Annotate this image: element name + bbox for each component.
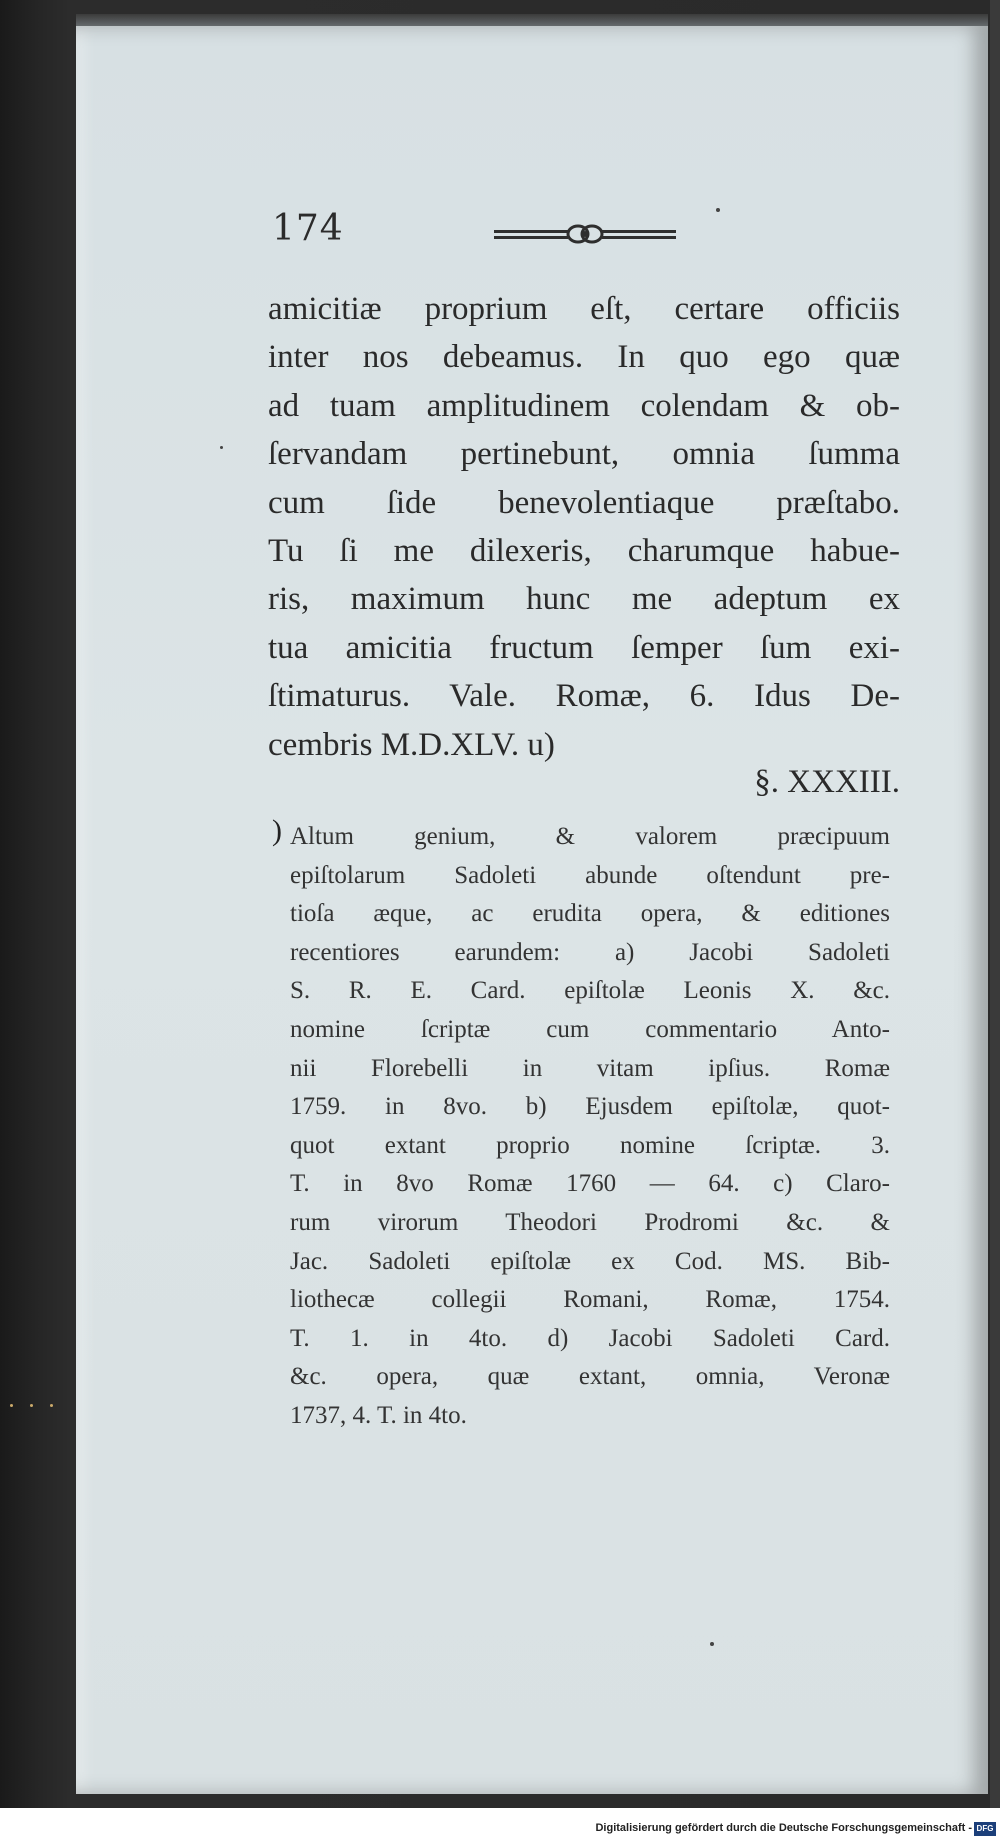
paper-speck bbox=[50, 1404, 53, 1407]
footnote-marker: ) bbox=[272, 814, 282, 847]
footnote-line: rum virorum Theodori Prodromi &c. & bbox=[290, 1208, 890, 1236]
paper-speck bbox=[30, 1404, 33, 1407]
footnote-line: nomine ſcriptæ cum commentario Anto- bbox=[290, 1015, 890, 1043]
footnote-line: recentiores earundem: a) Jacobi Sadoleti bbox=[290, 938, 890, 966]
text-line: ſtimaturus. Vale. Romæ, 6. Idus De- bbox=[268, 678, 900, 715]
digitization-credit: Digitalisierung gefördert durch die Deutsche Forschungsgemeinschaft - bbox=[595, 1822, 972, 1834]
footnote-line: 1737, 4. T. in 4to. bbox=[290, 1401, 467, 1429]
paper-speck bbox=[10, 1404, 13, 1407]
footnote-line: S. R. E. Card. epiſtolæ Leonis X. &c. bbox=[290, 977, 890, 1005]
main-text bbox=[268, 285, 900, 769]
text-line: cembris M.D.XLV. u) bbox=[268, 726, 555, 763]
text-line: tua amicitia fructum ſemper ſum exi- bbox=[268, 629, 900, 666]
footnote-line: nii Florebelli in vitam ipſius. Romæ bbox=[290, 1054, 890, 1082]
page-header bbox=[272, 208, 912, 268]
footer-strip bbox=[0, 1808, 1000, 1842]
binding-edge bbox=[990, 0, 1000, 1842]
paper-speck bbox=[716, 208, 720, 212]
decorative-rule-ornament-icon bbox=[494, 224, 676, 246]
footnote-line: Jac. Sadoleti epiſtolæ ex Cod. MS. Bib- bbox=[290, 1247, 890, 1275]
text-line: inter nos debeamus. In quo ego quæ bbox=[268, 339, 900, 376]
footnote-line: quot extant proprio nomine ſcriptæ. 3. bbox=[290, 1131, 890, 1159]
footnote-line: epiſtolarum Sadoleti abunde oſtendunt pre- bbox=[290, 861, 890, 889]
footnote bbox=[290, 818, 890, 1436]
text-line: cum ſide benevolentiaque præſtabo. bbox=[268, 484, 900, 521]
footnote-line: T. 1. in 4to. d) Jacobi Sadoleti Card. bbox=[290, 1324, 890, 1352]
dfg-logo-icon: DFG bbox=[974, 1822, 996, 1836]
section-heading: §. XXXIII. bbox=[754, 764, 900, 800]
text-line: ad tuam amplitudinem colendam & ob- bbox=[268, 387, 900, 424]
footnote-line: Altum genium, & valorem præcipuum bbox=[290, 823, 890, 850]
footnote-line: T. in 8vo Romæ 1760 — 64. c) Claro- bbox=[290, 1170, 890, 1198]
footnote-line: &c. opera, quæ extant, omnia, Veronæ bbox=[290, 1363, 890, 1391]
text-line: ſervandam pertinebunt, omnia ſumma bbox=[268, 436, 900, 473]
footnote-line: 1759. in 8vo. b) Ejusdem epiſtolæ, quot- bbox=[290, 1093, 890, 1121]
footnote-line: tioſa æque, ac erudita opera, & editiones bbox=[290, 900, 890, 928]
text-line: amicitiæ proprium eſt, certare officiis bbox=[268, 291, 900, 327]
paper-speck bbox=[220, 446, 223, 449]
text-line: Tu ſi me dilexeris, charumque habue- bbox=[268, 532, 900, 569]
text-line: ris, maximum hunc me adeptum ex bbox=[268, 581, 900, 618]
paper-speck bbox=[710, 1642, 714, 1646]
footnote-line: liothecæ collegii Romani, Romæ, 1754. bbox=[290, 1286, 890, 1314]
page-number: 174 bbox=[272, 208, 344, 249]
